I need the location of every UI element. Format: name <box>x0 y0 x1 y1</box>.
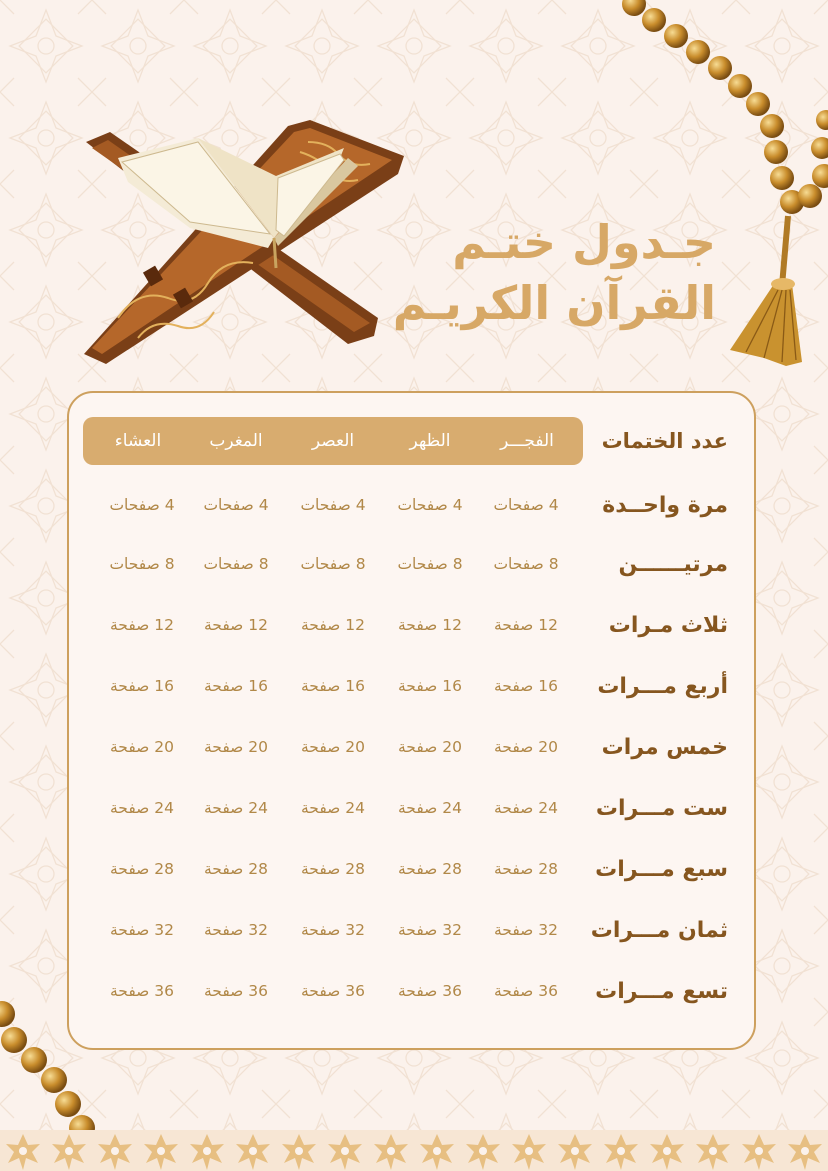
column-header: العشاء <box>114 431 162 451</box>
row-label: تسع مـــرات <box>595 979 728 1004</box>
row-label: ست مـــرات <box>595 796 728 821</box>
quran-stand-icon <box>78 118 408 370</box>
table-cell: 24 صفحة <box>398 799 462 817</box>
table-cell: 36 صفحة <box>301 982 365 1000</box>
table-cell: 28 صفحة <box>494 860 558 878</box>
table-cell: 24 صفحة <box>301 799 365 817</box>
table-cell: 4 صفحات <box>493 496 559 514</box>
table-cell: 32 صفحة <box>204 921 268 939</box>
row-label: ثلاث مـرات <box>608 613 728 638</box>
table-cell: 4 صفحات <box>397 496 463 514</box>
column-header: الفجـــر <box>500 431 554 451</box>
table-cell: 28 صفحة <box>398 860 462 878</box>
table-cell: 4 صفحات <box>109 496 175 514</box>
table-cell: 12 صفحة <box>398 616 462 634</box>
table-cell: 32 صفحة <box>398 921 462 939</box>
table-cell: 32 صفحة <box>494 921 558 939</box>
column-header: الظهر <box>409 431 451 451</box>
table-cell: 28 صفحة <box>110 860 174 878</box>
table-cell: 36 صفحة <box>110 982 174 1000</box>
table-cell: 32 صفحة <box>301 921 365 939</box>
table-cell: 20 صفحة <box>494 738 558 756</box>
table-cell: 16 صفحة <box>398 677 462 695</box>
table-cell: 28 صفحة <box>301 860 365 878</box>
row-label: مرتيــــــن <box>618 552 728 577</box>
table-cell: 4 صفحات <box>203 496 269 514</box>
title-line-2: القرآن الكريـم <box>392 276 716 330</box>
table-cell: 16 صفحة <box>301 677 365 695</box>
column-header: المغرب <box>209 431 263 451</box>
table-cell: 20 صفحة <box>398 738 462 756</box>
table-cell: 12 صفحة <box>204 616 268 634</box>
table-cell: 20 صفحة <box>204 738 268 756</box>
row-label: خمس مرات <box>601 735 728 760</box>
table-cell: 32 صفحة <box>110 921 174 939</box>
table-cell: 8 صفحات <box>203 555 269 573</box>
table-cell: 12 صفحة <box>110 616 174 634</box>
column-header: العصر <box>311 431 355 451</box>
table-cell: 20 صفحة <box>301 738 365 756</box>
table-cell: 8 صفحات <box>109 555 175 573</box>
table-cell: 8 صفحات <box>300 555 366 573</box>
row-label: مرة واحــدة <box>602 493 728 518</box>
table-cell: 24 صفحة <box>204 799 268 817</box>
count-header: عدد الختمات <box>601 429 728 453</box>
table-cell: 12 صفحة <box>494 616 558 634</box>
table-cell: 36 صفحة <box>204 982 268 1000</box>
row-label: أربع مـــرات <box>597 674 728 699</box>
table-cell: 24 صفحة <box>494 799 558 817</box>
title-line-1: جـدول ختـم <box>452 215 716 269</box>
ornamental-footer-border <box>0 1130 828 1171</box>
row-label: سبع مـــرات <box>595 857 728 882</box>
table-cell: 16 صفحة <box>204 677 268 695</box>
table-cell: 24 صفحة <box>110 799 174 817</box>
page-title <box>376 212 716 334</box>
table-cell: 8 صفحات <box>397 555 463 573</box>
table-cell: 20 صفحة <box>110 738 174 756</box>
table-cell: 28 صفحة <box>204 860 268 878</box>
table-cell: 36 صفحة <box>398 982 462 1000</box>
table-cell: 8 صفحات <box>493 555 559 573</box>
table-cell: 16 صفحة <box>110 677 174 695</box>
row-label: ثمان مـــرات <box>590 918 728 943</box>
table-cell: 36 صفحة <box>494 982 558 1000</box>
table-cell: 16 صفحة <box>494 677 558 695</box>
table-cell: 4 صفحات <box>300 496 366 514</box>
table-cell: 12 صفحة <box>301 616 365 634</box>
